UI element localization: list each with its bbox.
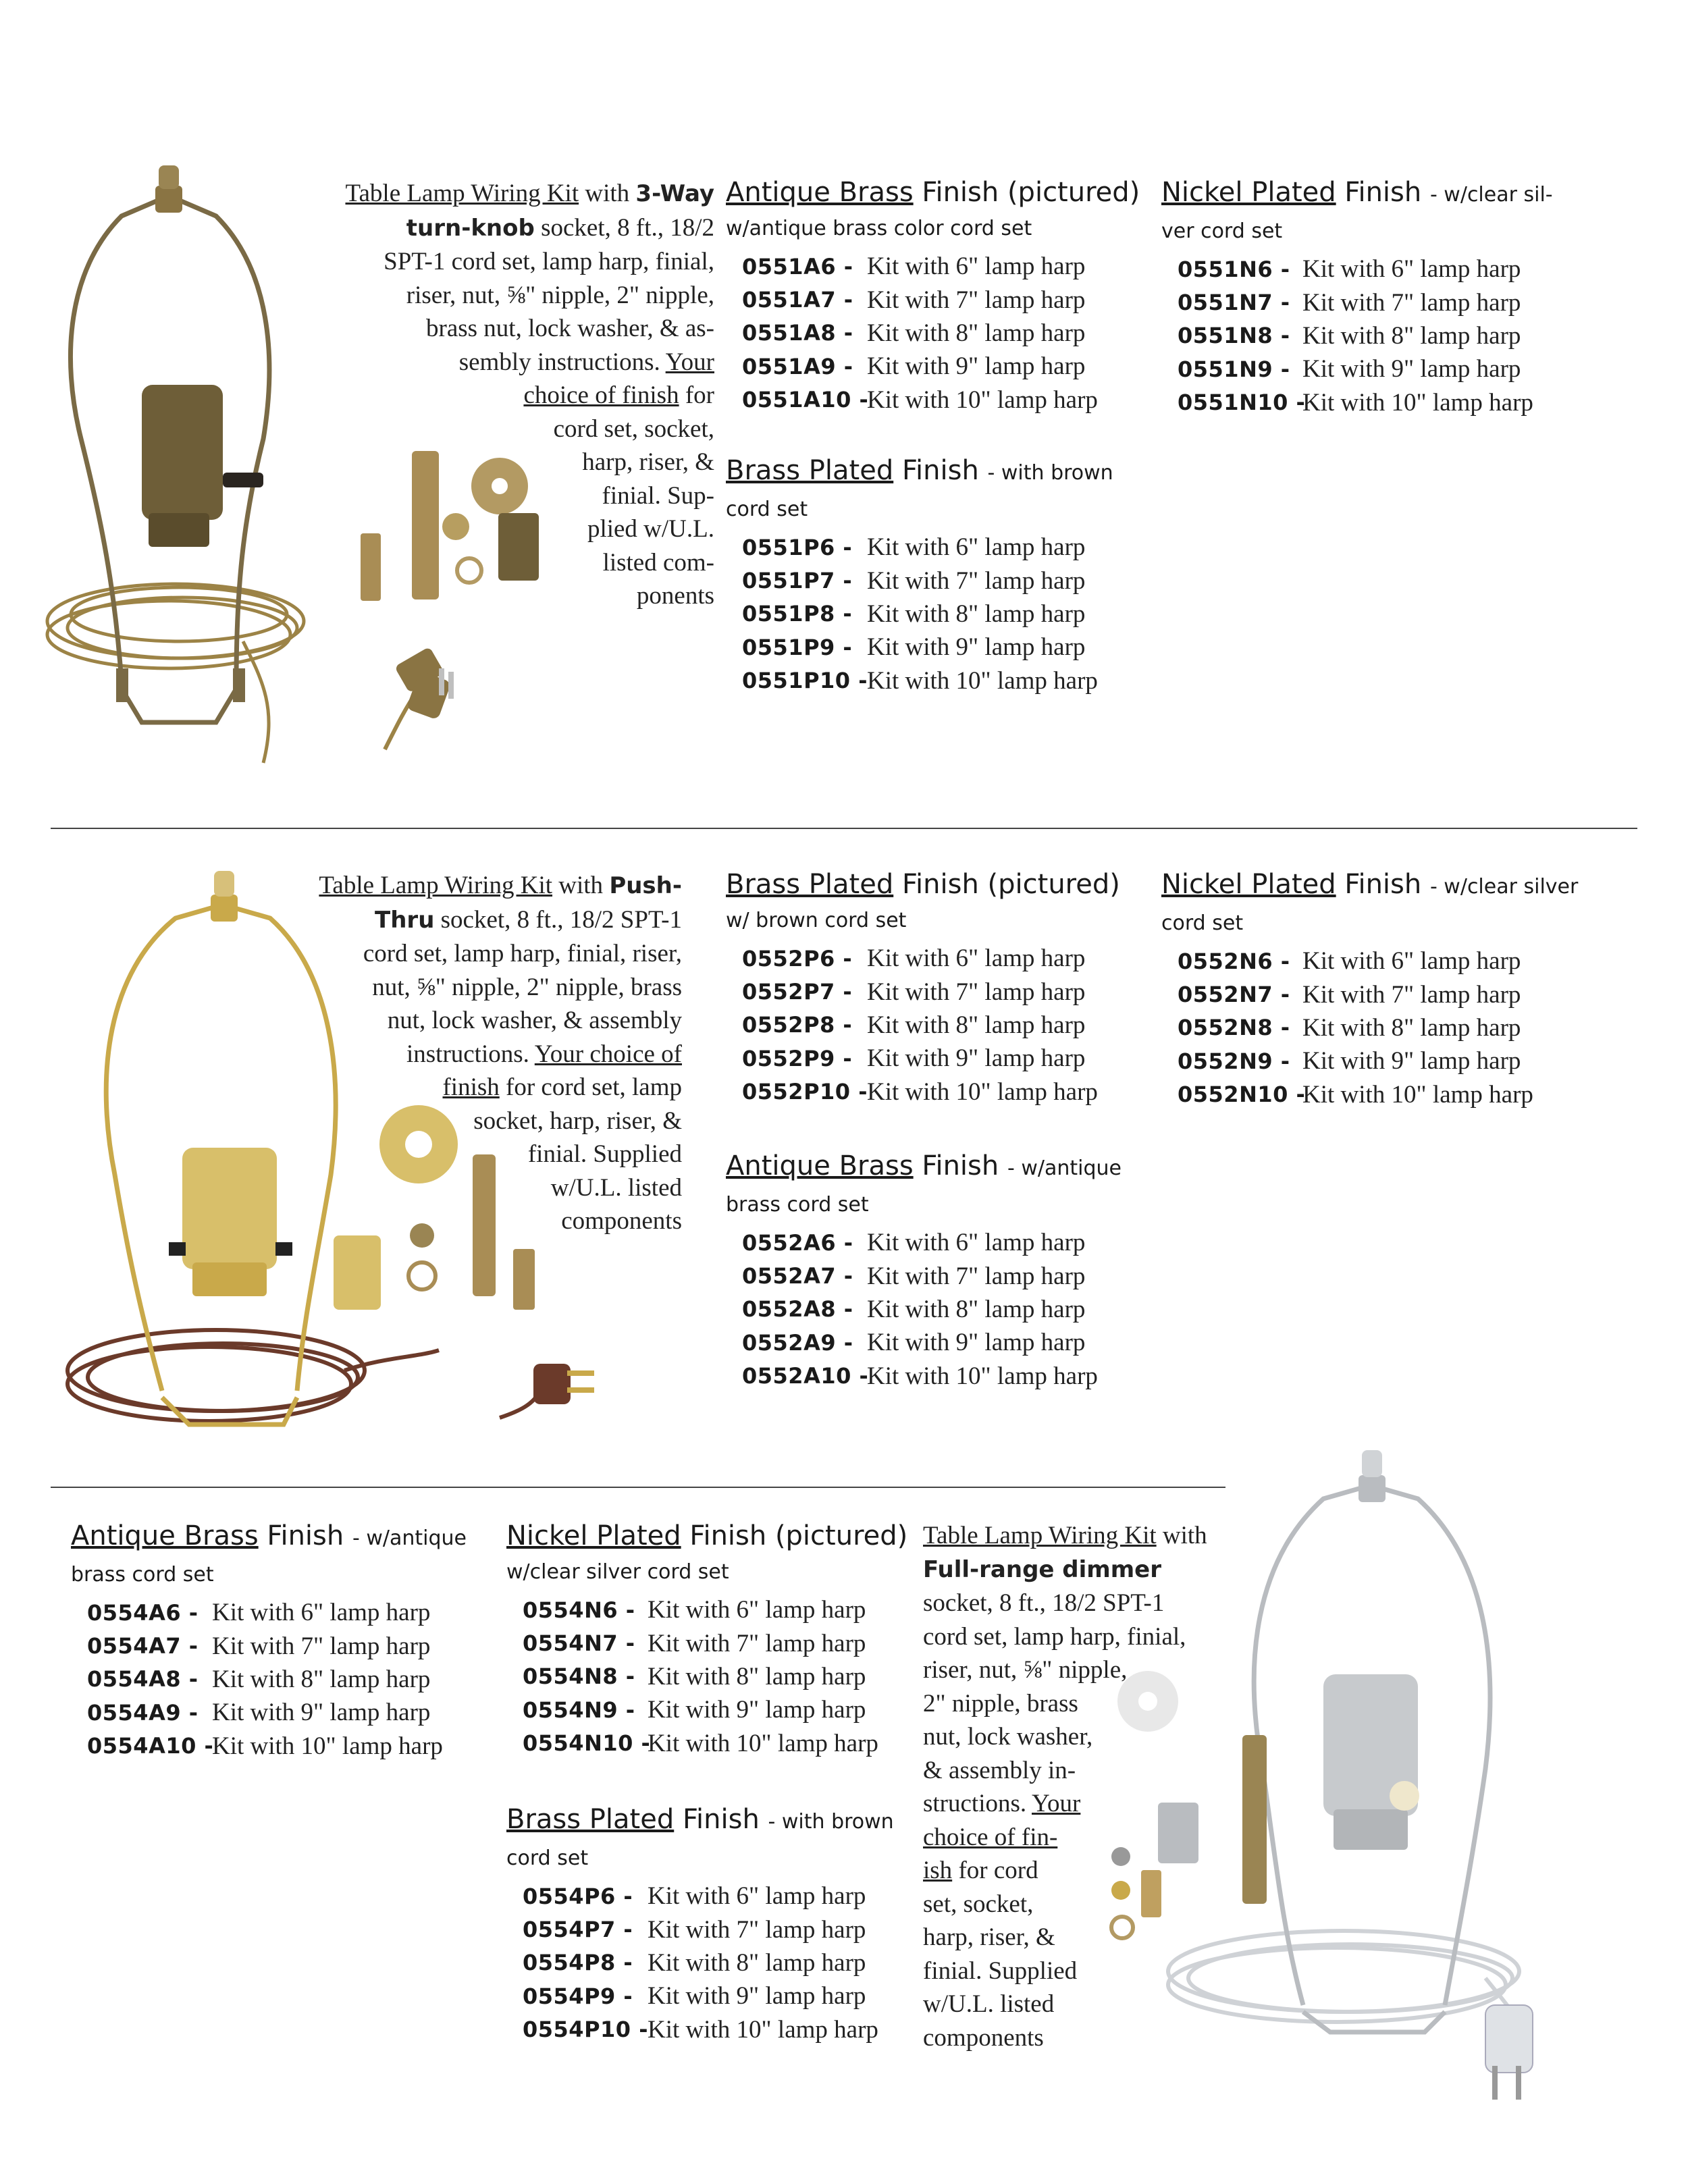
finish-label: Finish <box>893 455 988 486</box>
finish-name: Antique Brass <box>71 1520 259 1551</box>
plain-text: w/U.L. listed <box>923 1990 1055 2018</box>
kit-item <box>742 350 1140 383</box>
description-line <box>309 512 714 546</box>
kit-text: Kit with 6" lamp harp <box>212 1599 431 1627</box>
underlined-text: Table Lamp Wiring Kit <box>345 180 579 207</box>
kit-text: Kit with 7" lamp harp <box>648 1629 866 1657</box>
finish-name: Brass Plated <box>506 1804 675 1835</box>
plain-text: socket, 8 ft., 18/2 SPT-1 <box>434 905 682 934</box>
kit-item <box>742 250 1140 283</box>
plain-text: 2" nipple, brass <box>923 1689 1078 1717</box>
finish-note: - w/clear silver <box>1429 875 1579 899</box>
finish-name: Antique Brass <box>726 1150 914 1181</box>
kit-text: Kit with 6" lamp harp <box>867 252 1086 281</box>
kit-list <box>742 1226 1122 1393</box>
underlined-text: finish <box>442 1073 500 1101</box>
finish-label: Finish (pictured) <box>913 177 1140 208</box>
finish-name: Nickel Plated <box>1161 177 1336 208</box>
kit-code: 0554P6 - <box>523 1883 633 1909</box>
kit-code: 0551N9 - <box>1178 356 1290 382</box>
underlined-text: Table Lamp Wiring Kit <box>923 1522 1157 1549</box>
kit-code: 0552A7 - <box>742 1263 853 1289</box>
kit-item <box>742 1226 1122 1259</box>
kit-item <box>742 317 1140 350</box>
kit-text: Kit with 8" lamp harp <box>867 1011 1086 1039</box>
finish-subheading: cord set <box>726 498 808 521</box>
kit-text: Kit with 7" lamp harp <box>1302 288 1521 317</box>
description-line <box>284 1138 682 1171</box>
kit-code: 0551A9 - <box>742 353 853 379</box>
kit-code: 0551P6 - <box>742 534 853 560</box>
kit-text: Kit with 7" lamp harp <box>1302 980 1521 1009</box>
finish-heading <box>726 452 1113 491</box>
kit-item <box>1178 944 1578 978</box>
kit-item <box>1178 1078 1578 1111</box>
kit-text: Kit with 6" lamp harp <box>867 944 1086 973</box>
finish-note: - w/clear sil- <box>1429 183 1553 207</box>
description-line <box>309 579 714 613</box>
plain-text: socket, 8 ft., 18/2 <box>534 213 714 242</box>
kit-item <box>1178 1044 1578 1077</box>
kit-text: Kit with 7" lamp harp <box>212 1632 431 1660</box>
kit-text: Kit with 10" lamp harp <box>1302 1080 1533 1109</box>
finish-heading <box>726 866 1120 903</box>
plain-text: cord set, socket, <box>553 415 714 443</box>
finish-heading <box>726 1148 1122 1187</box>
finish-subheading: cord set <box>1161 911 1244 935</box>
plain-text: cord set, lamp harp, finial, <box>923 1622 1186 1651</box>
kit-item <box>1178 1011 1578 1044</box>
kit-item <box>87 1629 467 1662</box>
kit-item <box>742 631 1113 664</box>
finish-subheading: ver cord set <box>1161 219 1283 243</box>
plain-text: components <box>923 2023 1044 2052</box>
kit-code: 0554N6 - <box>523 1597 635 1623</box>
kit-code: 0551P8 - <box>742 601 853 627</box>
kit-code: 0551N8 - <box>1178 323 1290 349</box>
plain-text: listed com- <box>602 548 714 577</box>
plain-text: riser, nut, ⅝" nipple, 2" nipple, <box>406 281 714 309</box>
plain-text: nut, ⅝" nipple, 2" nipple, brass <box>372 973 682 1001</box>
kit-code: 0551P9 - <box>742 634 853 660</box>
kit-list <box>523 1593 907 1760</box>
finish-name: Antique Brass <box>726 177 914 208</box>
plain-text: harp, riser, & <box>923 1923 1055 1951</box>
kit-item <box>523 1880 894 1913</box>
kit-item <box>742 664 1113 697</box>
kit-text: Kit with 9" lamp harp <box>212 1699 431 1727</box>
underlined-text: choice of fin- <box>923 1823 1058 1851</box>
kit-code: 0551N7 - <box>1178 290 1290 316</box>
plain-text: nut, lock washer, <box>923 1723 1093 1751</box>
kit-text: Kit with 8" lamp harp <box>648 1948 866 1977</box>
kit-code: 0551P10 - <box>742 668 868 694</box>
kit-code: 0552N9 - <box>1178 1048 1290 1074</box>
kit-code: 0554A10 - <box>87 1733 214 1759</box>
kit-text: Kit with 10" lamp harp <box>648 1729 878 1757</box>
kit-item <box>87 1696 467 1729</box>
description-line <box>309 245 714 279</box>
kit-text: Kit with 8" lamp harp <box>1302 321 1521 350</box>
kit-list <box>742 942 1120 1109</box>
section-divider-2 <box>51 1487 1225 1488</box>
description-line <box>284 869 682 903</box>
kit-code: 0551A7 - <box>742 287 853 313</box>
finish-heading <box>726 174 1140 211</box>
underlined-text: ish <box>923 1857 953 1884</box>
kit2-description <box>284 869 682 1238</box>
three-way-kit-image <box>41 155 324 817</box>
kit-item <box>742 1293 1122 1326</box>
kit-item <box>742 564 1113 597</box>
kit-item <box>742 1259 1122 1292</box>
description-line <box>284 1038 682 1071</box>
kit1-group-3 <box>1161 174 1553 419</box>
bold-text: Full-range dimmer <box>923 1555 1161 1583</box>
kit1-description <box>309 177 714 613</box>
finish-heading <box>1161 866 1578 905</box>
kit-code: 0554A9 - <box>87 1699 199 1726</box>
plain-text: harp, riser, & <box>582 448 714 476</box>
plain-text: for <box>679 381 714 409</box>
finish-subheading: brass cord set <box>71 1563 214 1587</box>
description-line <box>284 1104 682 1138</box>
kit-text: Kit with 9" lamp harp <box>867 1329 1086 1357</box>
kit-list <box>523 1880 894 2046</box>
kit-code: 0554N8 - <box>523 1663 635 1690</box>
description-line <box>284 937 682 971</box>
plain-text: instructions. <box>406 1040 535 1068</box>
kit-item <box>523 1593 907 1626</box>
underlined-text: Your <box>1032 1790 1081 1817</box>
kit-text: Kit with 8" lamp harp <box>1302 1013 1521 1042</box>
push-thru-plug-image <box>500 1350 601 1431</box>
finish-heading <box>1161 174 1553 213</box>
kit-text: Kit with 6" lamp harp <box>648 1882 866 1911</box>
kit-item <box>523 1913 894 1946</box>
kit-item <box>87 1596 467 1629</box>
plain-text: finial. Supplied <box>923 1956 1078 1985</box>
kit-item <box>87 1663 467 1696</box>
kit-item <box>523 1946 894 1979</box>
plain-text: & assembly in- <box>923 1756 1076 1784</box>
kit-text: Kit with 9" lamp harp <box>867 1044 1086 1073</box>
kit-code: 0551P7 - <box>742 568 853 594</box>
kit-text: Kit with 7" lamp harp <box>648 1915 866 1944</box>
kit-code: 0551A6 - <box>742 253 853 279</box>
description-line <box>309 177 714 211</box>
underlined-text: Table Lamp Wiring Kit <box>319 872 553 899</box>
kit-text: Kit with 7" lamp harp <box>867 286 1086 314</box>
finish-subheading: cord set <box>506 1846 589 1870</box>
finish-note: - with brown <box>987 461 1113 485</box>
kit-code: 0554A7 - <box>87 1633 199 1659</box>
finish-note: - with brown <box>768 1810 894 1834</box>
kit-code: 0554A6 - <box>87 1599 199 1626</box>
kit-code: 0551A10 - <box>742 387 869 413</box>
plain-text: socket, harp, riser, & <box>473 1107 682 1135</box>
kit-item <box>87 1730 467 1763</box>
kit-text: Kit with 6" lamp harp <box>1302 255 1521 284</box>
finish-subheading: w/ brown cord set <box>726 909 907 932</box>
finish-label: Finish <box>674 1804 768 1835</box>
description-line <box>309 379 714 412</box>
kit3-group-2 <box>506 1518 907 1760</box>
kit-list <box>87 1596 467 1763</box>
description-line <box>309 312 714 346</box>
kit-item <box>742 383 1140 417</box>
kit-item <box>1178 252 1553 286</box>
plain-text: for cord set, lamp <box>499 1073 682 1101</box>
kit-code: 0552N6 - <box>1178 948 1290 974</box>
description-line <box>284 1004 682 1038</box>
kit-code: 0552A10 - <box>742 1363 869 1389</box>
plain-text: finial. Supplied <box>527 1140 682 1168</box>
kit-code: 0554P9 - <box>523 1983 633 2009</box>
finish-label: Finish (pictured) <box>893 869 1120 900</box>
kit-text: Kit with 8" lamp harp <box>648 1662 866 1690</box>
bold-text: 3-Way <box>635 180 714 207</box>
plain-text: structions. <box>923 1790 1032 1817</box>
plain-text: plied w/U.L. <box>587 515 714 543</box>
kit-code: 0552N8 - <box>1178 1015 1290 1041</box>
kit-code: 0552P9 - <box>742 1045 853 1071</box>
kit-text: Kit with 10" lamp harp <box>212 1732 443 1760</box>
kit-text: Kit with 8" lamp harp <box>212 1665 431 1693</box>
kit-code: 0552N7 - <box>1178 982 1290 1008</box>
kit-text: Kit with 9" lamp harp <box>867 352 1086 381</box>
kit-code: 0554N9 - <box>523 1697 635 1723</box>
finish-name: Brass Plated <box>726 455 894 486</box>
kit-list <box>742 531 1113 697</box>
description-line <box>284 1171 682 1205</box>
kit-text: Kit with 9" lamp harp <box>648 1982 866 2010</box>
bold-text: Push- <box>609 872 682 899</box>
kit-item <box>742 531 1113 564</box>
plain-text: brass nut, lock washer, & as- <box>426 315 714 342</box>
bold-text: Thru <box>375 906 435 934</box>
kit-code: 0554N10 - <box>523 1730 651 1757</box>
plain-text: SPT-1 cord set, lamp harp, finial, <box>384 248 714 275</box>
kit-code: 0552A9 - <box>742 1329 853 1356</box>
kit-text: Kit with 9" lamp harp <box>1302 355 1521 383</box>
plain-text: ponents <box>636 582 714 610</box>
underlined-text: Your <box>665 348 714 376</box>
kit3-group-1 <box>71 1518 467 1763</box>
plain-text: with <box>579 180 636 207</box>
kit-item <box>1178 386 1553 419</box>
kit-text: Kit with 10" lamp harp <box>1302 388 1533 417</box>
kit-text: Kit with 9" lamp harp <box>867 633 1086 662</box>
kit1-group-1 <box>726 174 1140 417</box>
plain-text: components <box>561 1207 682 1235</box>
kit-item <box>523 1727 907 1760</box>
kit-code: 0551N10 - <box>1178 390 1306 416</box>
kit-item <box>523 1660 907 1693</box>
kit-item <box>742 1360 1122 1393</box>
kit-text: Kit with 10" lamp harp <box>867 1077 1098 1106</box>
kit-code: 0554P10 - <box>523 2017 648 2043</box>
kit-code: 0551A8 - <box>742 320 853 346</box>
description-line <box>284 971 682 1005</box>
kit-text: Kit with 6" lamp harp <box>867 1229 1086 1257</box>
kit-text: Kit with 9" lamp harp <box>648 1696 866 1724</box>
finish-subheading: brass cord set <box>726 1193 869 1217</box>
kit-item <box>1178 978 1578 1011</box>
description-line <box>309 412 714 446</box>
plain-text: socket, 8 ft., 18/2 SPT-1 <box>923 1589 1165 1617</box>
kit-list <box>1178 252 1553 419</box>
kit-item <box>523 1693 907 1726</box>
plain-text: set, socket, <box>923 1890 1034 1918</box>
kit-text: Kit with 8" lamp harp <box>867 1295 1086 1323</box>
description-line <box>284 1071 682 1104</box>
finish-heading <box>71 1518 467 1557</box>
kit-code: 0552A8 - <box>742 1296 853 1323</box>
finish-label: Finish <box>1336 869 1430 900</box>
kit-text: Kit with 6" lamp harp <box>648 1596 866 1624</box>
kit-text: Kit with 7" lamp harp <box>867 566 1086 595</box>
kit-code: 0554N7 - <box>523 1630 635 1657</box>
kit-list <box>742 250 1140 417</box>
plain-text: for cord <box>952 1857 1038 1884</box>
finish-label: Finish <box>1336 177 1430 208</box>
kit-item <box>742 1075 1120 1109</box>
finish-name: Brass Plated <box>726 869 894 900</box>
kit-code: 0554A8 - <box>87 1666 199 1693</box>
kit-text: Kit with 8" lamp harp <box>867 600 1086 628</box>
description-line <box>309 446 714 479</box>
kit-text: Kit with 10" lamp harp <box>867 1362 1098 1390</box>
description-line <box>309 546 714 580</box>
section-divider-1 <box>51 828 1637 829</box>
finish-subheading: w/clear silver cord set <box>506 1560 729 1584</box>
underlined-text: Your choice of <box>534 1040 682 1068</box>
finish-note: - w/antique <box>1007 1156 1122 1180</box>
finish-note: - w/antique <box>352 1526 467 1550</box>
plain-text: with <box>1156 1522 1207 1549</box>
description-line <box>309 346 714 379</box>
finish-subheading: w/antique brass color cord set <box>726 217 1032 240</box>
kit-item <box>1178 286 1553 319</box>
kit-item <box>742 1009 1120 1042</box>
kit-text: Kit with 10" lamp harp <box>648 2015 878 2044</box>
description-line <box>309 279 714 313</box>
plain-text: cord set, lamp harp, finial, riser, <box>363 940 682 967</box>
kit1-group-2 <box>726 452 1113 697</box>
kit-text: Kit with 6" lamp harp <box>867 533 1086 562</box>
kit-item <box>742 1326 1122 1359</box>
kit-code: 0554P7 - <box>523 1917 633 1943</box>
plain-text: sembly instructions. <box>458 348 666 376</box>
kit-text: Kit with 7" lamp harp <box>867 1262 1086 1290</box>
plain-text: riser, nut, ⅝" nipple, <box>923 1656 1128 1684</box>
kit-code: 0552P6 - <box>742 945 853 971</box>
finish-label: Finish <box>258 1520 352 1551</box>
description-line <box>309 479 714 513</box>
plain-text: w/U.L. listed <box>550 1173 682 1202</box>
finish-label: Finish <box>913 1150 1007 1181</box>
kit-code: 0554P8 - <box>523 1950 633 1976</box>
kit-code: 0551N6 - <box>1178 256 1290 282</box>
description-line <box>284 1204 682 1238</box>
kit-text: Kit with 10" lamp harp <box>867 666 1098 695</box>
kit-code: 0552P10 - <box>742 1079 868 1105</box>
plain-text: with <box>552 872 610 899</box>
dimmer-parts-image <box>1107 1668 1296 1951</box>
description-line <box>309 211 714 246</box>
kit-item <box>742 942 1120 975</box>
finish-heading <box>506 1801 894 1840</box>
kit-list <box>1178 944 1578 1111</box>
kit-code: 0552N10 - <box>1178 1082 1306 1108</box>
kit-item <box>523 2013 894 2046</box>
kit-text: Kit with 9" lamp harp <box>1302 1047 1521 1075</box>
kit3-group-3 <box>506 1801 894 2046</box>
kit-item <box>742 1042 1120 1075</box>
kit-item <box>742 975 1120 1008</box>
kit-text: Kit with 6" lamp harp <box>1302 947 1521 976</box>
plain-text: nut, lock washer, & assembly <box>387 1007 682 1034</box>
kit2-group-3 <box>1161 866 1578 1111</box>
kit-code: 0552A6 - <box>742 1229 853 1256</box>
kit-text: Kit with 7" lamp harp <box>867 978 1086 1006</box>
bold-text: turn-knob <box>406 214 535 242</box>
kit-code: 0552P8 - <box>742 1012 853 1038</box>
kit-item <box>742 283 1140 316</box>
kit2-group-2 <box>726 1148 1122 1393</box>
description-line <box>284 903 682 938</box>
finish-name: Nickel Plated <box>506 1520 681 1551</box>
kit-item <box>523 1979 894 2013</box>
kit-item <box>1178 319 1553 352</box>
kit-item <box>523 1626 907 1659</box>
kit-code: 0552P7 - <box>742 979 853 1005</box>
plain-text: finial. Sup- <box>602 481 714 510</box>
finish-name: Nickel Plated <box>1161 869 1336 900</box>
kit-item <box>742 597 1113 631</box>
three-way-plug-image <box>378 668 459 763</box>
finish-heading <box>506 1518 907 1554</box>
kit-text: Kit with 10" lamp harp <box>867 385 1098 414</box>
underlined-text: choice of finish <box>523 381 679 409</box>
kit-text: Kit with 8" lamp harp <box>867 319 1086 347</box>
kit-item <box>1178 352 1553 385</box>
finish-label: Finish (pictured) <box>681 1520 908 1551</box>
kit2-group-1 <box>726 866 1120 1109</box>
